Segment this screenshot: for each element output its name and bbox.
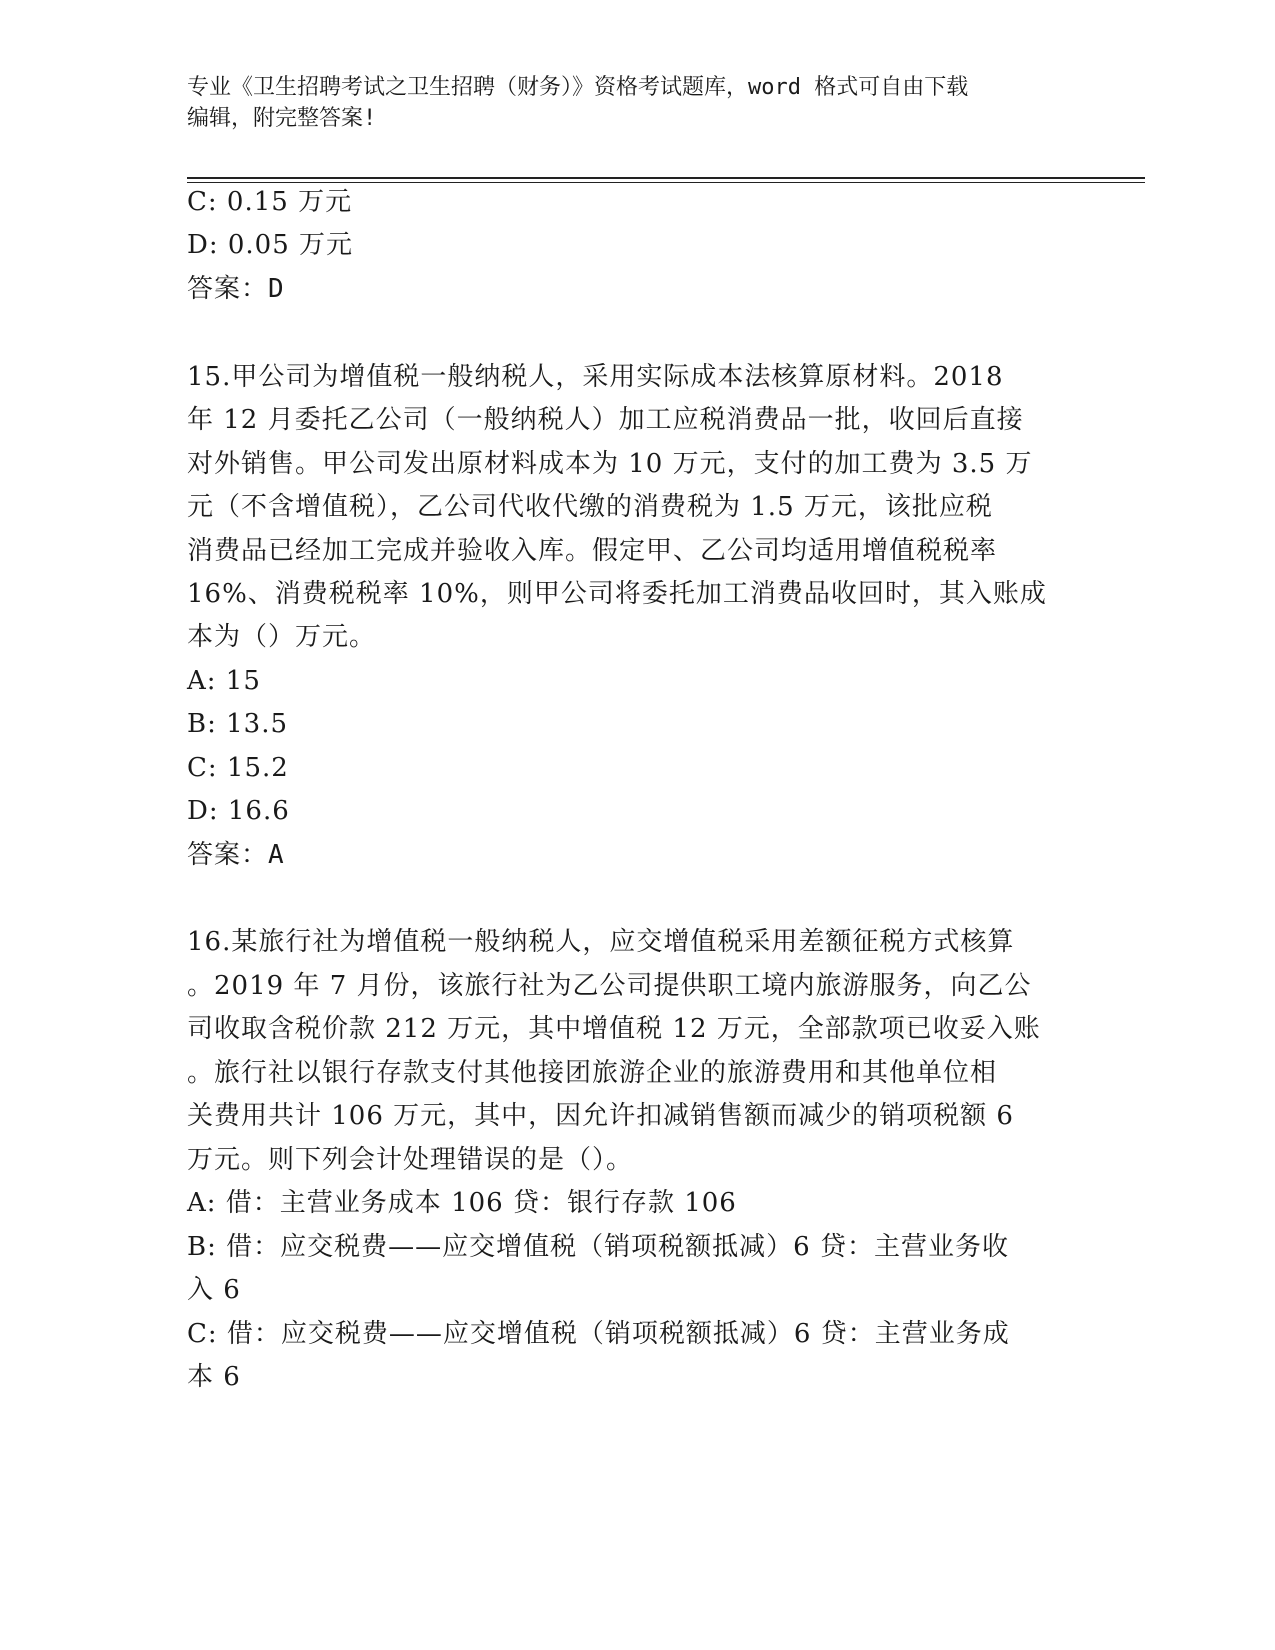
q16-option-c-cont: 本 6 xyxy=(187,1362,241,1392)
q16-line-2: 。2019 年 7 月份，该旅行社为乙公司提供职工境内旅游服务，向乙公 xyxy=(187,971,1032,1001)
q16-option-b-cont: 入 6 xyxy=(187,1275,241,1305)
q16-line-3: 司收取含税价款 212 万元，其中增值税 12 万元，全部款项已收妥入账 xyxy=(187,1014,1041,1044)
q15-line-4: 元（不含增值税），乙公司代收代缴的消费税为 1.5 万元，该批应税 xyxy=(187,492,993,522)
q15-line-1: 15.甲公司为增值税一般纳税人，采用实际成本法核算原材料。2018 xyxy=(187,362,1004,392)
q16-line-4: 。旅行社以银行存款支付其他接团旅游企业的旅游费用和其他单位相 xyxy=(187,1058,998,1088)
q15-option-d: D: 16.6 xyxy=(187,796,290,826)
header-line-1: 专业《卫生招聘考试之卫生招聘（财务）》资格考试题库，word 格式可自由下载 xyxy=(187,75,969,100)
q15-option-b: B: 13.5 xyxy=(187,709,289,739)
q15-line-5: 消费品已经加工完成并验收入库。假定甲、乙公司均适用增值税税率 xyxy=(187,536,998,566)
q15-option-a: A: 15 xyxy=(187,666,261,696)
q15-line-2: 年 12 月委托乙公司（一般纳税人）加工应税消费品一批，收回后直接 xyxy=(187,405,1024,435)
header-line-2: 编辑，附完整答案! xyxy=(187,106,377,131)
prev-option-d: D: 0.05 万元 xyxy=(187,230,354,260)
header-divider xyxy=(187,177,1145,179)
q16-line-1: 16.某旅行社为增值税一般纳税人，应交增值税采用差额征税方式核算 xyxy=(187,927,1015,957)
q16-option-b: B: 借：应交税费——应交增值税（销项税额抵减）6 贷：主营业务收 xyxy=(187,1232,1009,1262)
prev-option-c: C: 0.15 万元 xyxy=(187,187,353,217)
q15-line-6: 16%、消费税税率 10%，则甲公司将委托加工消费品收回时，其入账成 xyxy=(187,579,1047,609)
q15-answer: 答案：A xyxy=(187,840,285,870)
q15-option-c: C: 15.2 xyxy=(187,753,289,783)
document-header xyxy=(187,72,1087,134)
q16-line-5: 关费用共计 106 万元，其中，因允许扣减销售额而减少的销项税额 6 xyxy=(187,1101,1014,1131)
q15-line-7: 本为（）万元。 xyxy=(187,622,377,652)
q15-line-3: 对外销售。甲公司发出原材料成本为 10 万元，支付的加工费为 3.5 万 xyxy=(187,449,1033,479)
q16-option-a: A: 借：主营业务成本 106 贷：银行存款 106 xyxy=(187,1188,737,1218)
q16-option-c: C: 借：应交税费——应交增值税（销项税额抵减）6 贷：主营业务成 xyxy=(187,1319,1010,1349)
header-divider-thin xyxy=(187,182,1145,183)
q16-line-6: 万元。则下列会计处理错误的是（）。 xyxy=(187,1145,634,1175)
prev-answer: 答案：D xyxy=(187,274,285,304)
